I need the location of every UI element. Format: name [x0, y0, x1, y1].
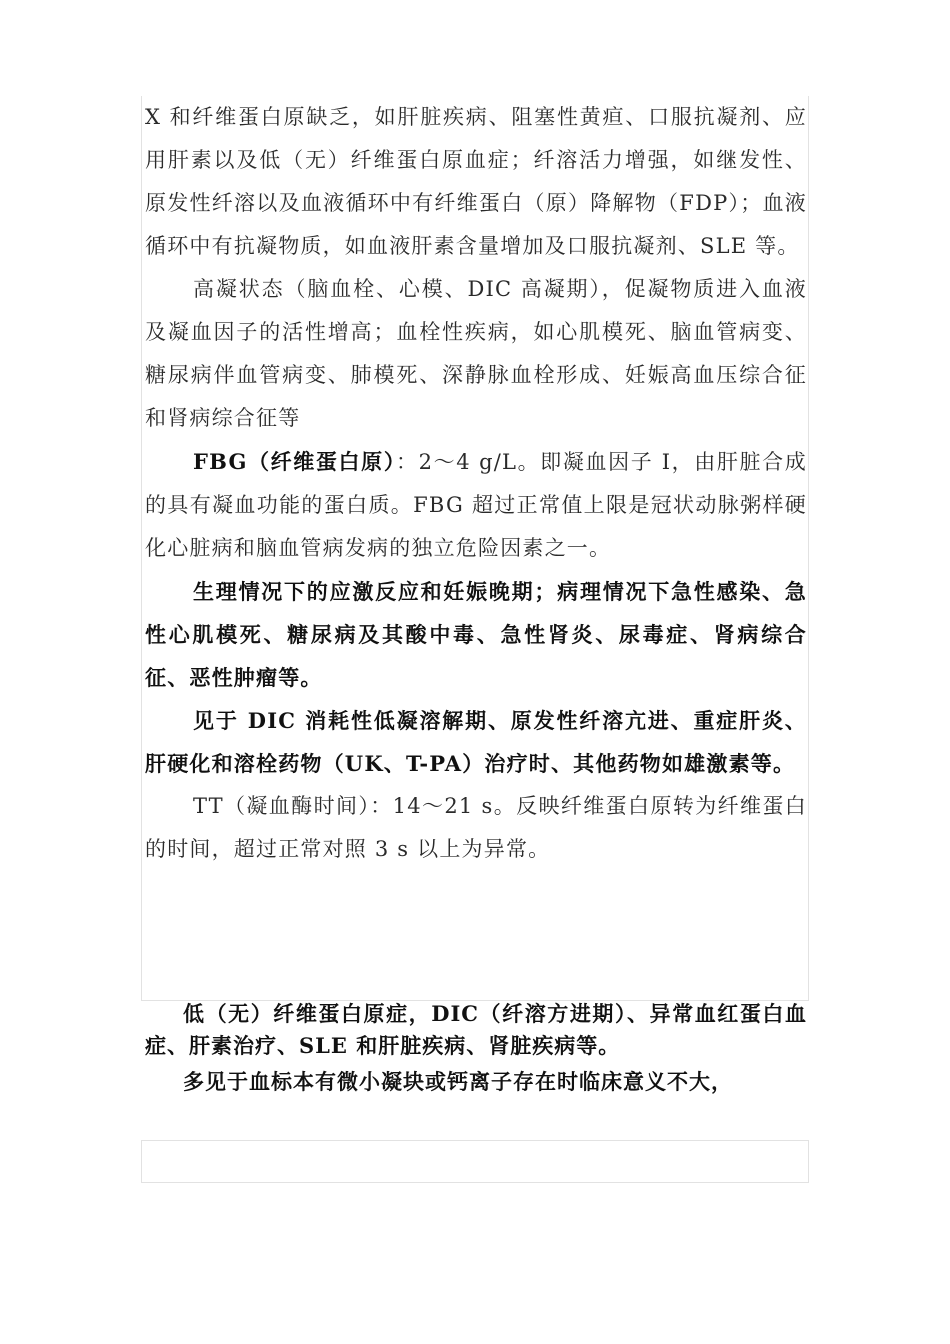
empty-table-cell: [141, 1140, 809, 1183]
document-body-continued: [145, 998, 807, 1098]
document-body: [145, 96, 807, 871]
fbg-description: ：2～4 g/L。即凝血因子 Ⅰ，由肝脏合成的具有凝血功能的蛋白质。FBG 超过正常值上限是冠状动脉粥样硬化心脏病和脑血管病发病的独立危险因素之一。: [145, 450, 807, 560]
paragraph-tt-prolonged: 低（无）纤维蛋白原症，DIC（纤溶方进期）、异常血红蛋白血症、肝素治疗、SLE 和肝脏疾病、肾脏疾病等。: [145, 1001, 807, 1058]
paragraph-coagulation-deficiency: X 和纤维蛋白原缺乏，如肝脏疾病、阻塞性黄疸、口服抗凝剂、应用肝素以及低（无）纤维蛋白原血症；纤溶活力增强，如继发性、原发性纤溶以及血液循环中有纤维蛋白（原）降解物（FDP）；血液循环中有抗凝物质，如血液肝素含量增加及口服抗凝剂、SLE 等。: [145, 105, 807, 258]
paragraph-hypercoagulable-state: 高凝状态（脑血栓、心模、DIC 高凝期），促凝物质进入血液及凝血因子的活性增高；血栓性疾病，如心肌模死、脑血管病变、糖尿病伴血管病变、肺模死、深静脉血栓形成、妊娠高血压综合征和肾病综合征等: [145, 277, 807, 430]
paragraph-fbg-increase: 生理情况下的应激反应和妊娠晚期；病理情况下急性感染、急性心肌模死、糖尿病及其酸中毒、急性肾炎、尿毒症、肾病综合征、恶性肿瘤等。: [145, 579, 807, 690]
fbg-label: FBG（纤维蛋白原）: [193, 449, 396, 474]
paragraph-fbg-decrease: 见于 DIC 消耗性低凝溶解期、原发性纤溶亢进、重症肝炎、肝硬化和溶栓药物（UK、T-PA）治疗时、其他药物如雄激素等。: [145, 708, 807, 776]
paragraph-tt: TT（凝血酶时间）：14～21 s。反映纤维蛋白原转为纤维蛋白的时间，超过正常对照 3 s 以上为异常。: [145, 794, 807, 861]
paragraph-fbg: [145, 440, 807, 570]
paragraph-tt-shortened: 多见于血标本有微小凝块或钙离子存在时临床意义不大，: [183, 1069, 733, 1094]
